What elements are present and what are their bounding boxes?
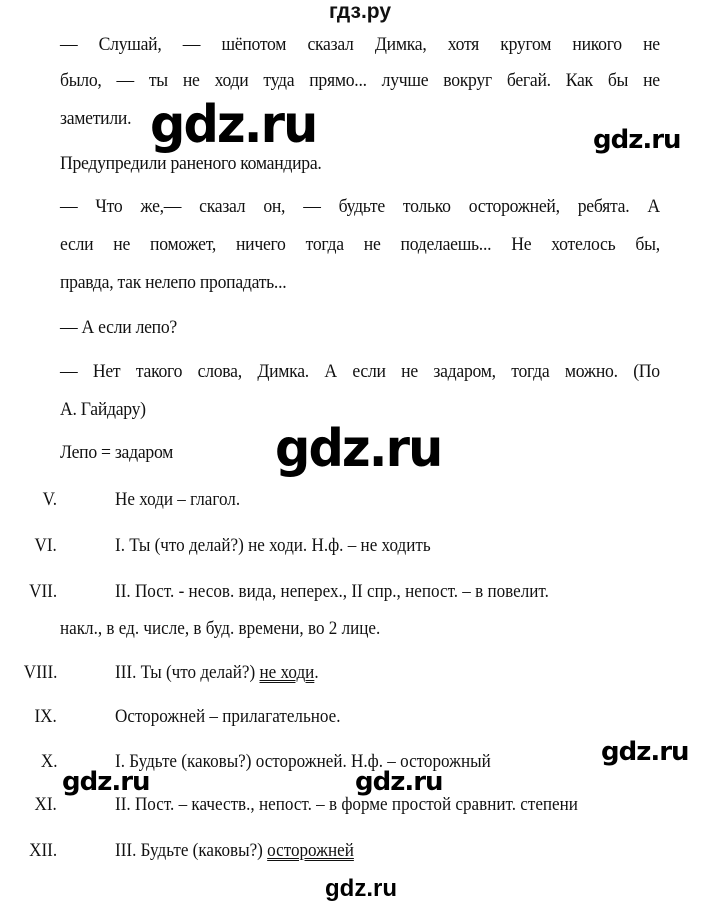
- text-line: — Слушай, — шёпотом сказал Димка, хотя кругом никого не: [60, 34, 660, 55]
- text-line: если не поможет, ничего тогда не поделаешь... Не хотелось бы,: [60, 234, 660, 255]
- paragraph-dialogue-1: [60, 34, 660, 55]
- text-line: Предупредили раненого командира.: [60, 153, 322, 174]
- analysis-continuation: накл., в ед. числе, в буд. времени, во 2 лице.: [60, 618, 381, 639]
- paragraph-answer: [60, 361, 660, 382]
- analysis-text: II. Пост. - несов. вида, неперех., II спр., непост. – в повелит.: [115, 581, 549, 602]
- footer-watermark: gdz.ru: [325, 875, 397, 902]
- text-line: Лепо = задаром: [60, 442, 174, 463]
- watermark-logo: gdz.ru: [593, 125, 681, 155]
- analysis-item: [0, 795, 720, 817]
- analysis-item: [0, 536, 720, 558]
- watermark-logo: gdz.ru: [150, 95, 317, 155]
- text-line: А. Гайдару): [60, 399, 146, 420]
- analysis-item: [0, 707, 720, 729]
- text-line: правда, так нелепо пропадать...: [60, 272, 287, 293]
- paragraph-warning: [60, 154, 618, 174]
- text-before: III. Ты (что делай?): [115, 662, 260, 683]
- watermark-logo: gdz.ru: [355, 767, 443, 797]
- roman-numeral: VII.: [28, 581, 57, 602]
- roman-numeral: V.: [42, 489, 57, 510]
- roman-numeral: VI.: [34, 535, 57, 556]
- paragraph-question: [60, 318, 618, 338]
- analysis-item: [0, 663, 720, 685]
- watermark-logo: gdz.ru: [601, 737, 689, 767]
- page-header-title: гдз.ру: [328, 0, 392, 23]
- roman-numeral: VIII.: [23, 662, 57, 683]
- underlined-predicate: осторожней: [267, 840, 354, 861]
- roman-numeral: X.: [40, 751, 57, 772]
- analysis-text: I. Будьте (каковы?) осторожней. Н.ф. – осторожный: [115, 751, 491, 772]
- paragraph-dialogue-1-line3: [60, 109, 618, 129]
- watermark-logo: gdz.ru: [275, 419, 442, 479]
- roman-numeral: IX.: [34, 706, 57, 727]
- watermark-logo: gdz.ru: [62, 767, 150, 797]
- underlined-predicate: не ходи: [259, 662, 315, 683]
- analysis-text: I. Ты (что делай?) не ходи. Н.ф. – не ходить: [115, 535, 431, 556]
- paragraph-dialogue-1-line2: [60, 70, 660, 91]
- analysis-text: Осторожней – прилагательное.: [115, 706, 341, 727]
- analysis-item: [0, 582, 720, 604]
- analysis-text: II. Пост. – качеств., непост. – в форме простой сравнит. степени: [115, 794, 578, 815]
- analysis-text: [115, 663, 319, 683]
- text-line: — А если лепо?: [60, 317, 177, 338]
- text-after: .: [314, 662, 319, 683]
- analysis-item: [0, 490, 720, 512]
- roman-numeral: XII.: [28, 840, 57, 861]
- text-line: — Нет такого слова, Димка. А если не задаром, тогда можно. (По: [60, 361, 660, 382]
- roman-numeral: XI.: [34, 794, 57, 815]
- paragraph-commander-reply-line3: [60, 273, 618, 293]
- analysis-text: Не ходи – глагол.: [115, 489, 241, 510]
- text-before: III. Будьте (каковы?): [115, 840, 268, 861]
- analysis-item: [0, 841, 720, 863]
- text-line: было, — ты не ходи туда прямо... лучше вокруг бегай. Как бы не: [60, 70, 660, 91]
- text-line: заметили.: [60, 108, 132, 129]
- analysis-text: [115, 841, 354, 861]
- text-line: — Что же,— сказал он, — будьте только осторожней, ребята. А: [60, 196, 660, 217]
- paragraph-commander-reply: [60, 196, 660, 217]
- paragraph-answer-line2: [60, 400, 618, 420]
- paragraph-commander-reply-line2: [60, 234, 660, 255]
